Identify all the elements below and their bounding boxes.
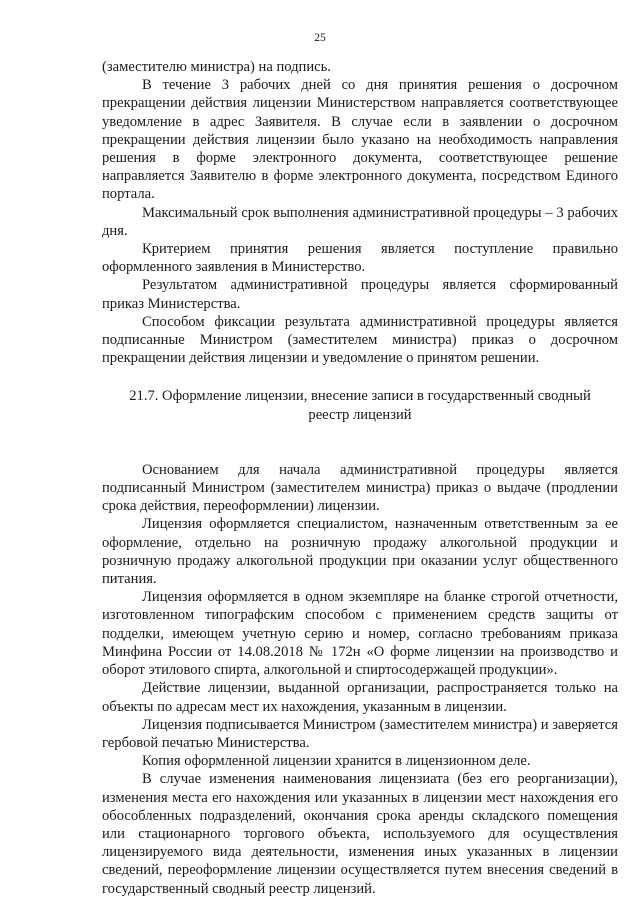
paragraph: Лицензия оформляется в одном экземпляре на бланке строгой отчетности, изготовленном типографским способом с применением средств защиты от подделки, имеющем учетную серию и номер, согласно требованиям приказа Минфина России от 14.08.2018 № 172н «О форме лицензии на производство и оборот этилового спирта, алкогольной и спиртосодержащей продукции». [102,589,618,679]
paragraph: Способом фиксации результата административной процедуры является подписанные Министром (заместителем министра) приказ о досрочном прекращении действия лицензии и уведомление о принятом решении. [102,313,618,367]
paragraph: В случае изменения наименования лицензиата (без его реорганизации), изменения места его нахождения или указанных в лицензии мест нахождения его обособленных подразделений, окончания срока аренды складского помещения или стационарного торгового объекта, используемого для осуществления лицензируемого вида деятельности, изменения иных указанных в лицензии сведений, переоформление лицензии осуществляется путем внесения сведений в государственный сводный реестр лицензий. [102,771,618,897]
section-heading-line: 21.7. Оформление лицензии, внесение записи в государственный сводный [129,388,591,405]
paragraph: Действие лицензии, выданной организации, распространяется только на объекты по адресам мест их нахождения, указанным в лицензии. [102,680,618,715]
paragraphs-top [102,58,618,367]
paragraph: Результатом административной процедуры является сформированный приказ Министерства. [102,277,618,312]
paragraph: Максимальный срок выполнения административной процедуры – 3 рабочих дня. [102,204,618,239]
section-heading-line: реестр лицензий [308,406,412,423]
paragraph: В течение 3 рабочих дней со дня принятия решения о досрочном прекращении действия лицензии Министерством направляется соответствующее уведомление в адрес Заявителя. В случае если в заявлении о досрочном прекращении действия лицензии было указано на необходимость направления решения в форме электронного документа, соответствующее решение направляется Заявителю в форме электронного документа, посредством Единого портала. [102,77,618,203]
page-number: 25 [314,32,326,44]
paragraph: Лицензия подписывается Министром (заместителем министра) и заверяется гербовой печатью Министерства. [102,716,618,751]
paragraphs-bottom [102,461,618,898]
paragraph: (заместителю министра) на подпись. [102,59,331,75]
section-heading [102,387,618,423]
page-body [102,58,618,898]
paragraph: Лицензия оформляется специалистом, назначенным ответственным за ее оформление, отдельно на розничную продажу алкогольной продукции и розничную продажу алкогольной продукции при оказании услуг общественного питания. [102,516,618,588]
paragraph: Критерием принятия решения является поступление правильно оформленного заявления в Министерство. [102,241,618,276]
paragraph: Основанием для начала административной процедуры является подписанный Министром (заместителем министра) приказ о выдаче (продлении срока действия, переоформлении) лицензии. [102,461,618,515]
paragraph: Копия оформленной лицензии хранится в лицензионном деле. [142,753,531,770]
